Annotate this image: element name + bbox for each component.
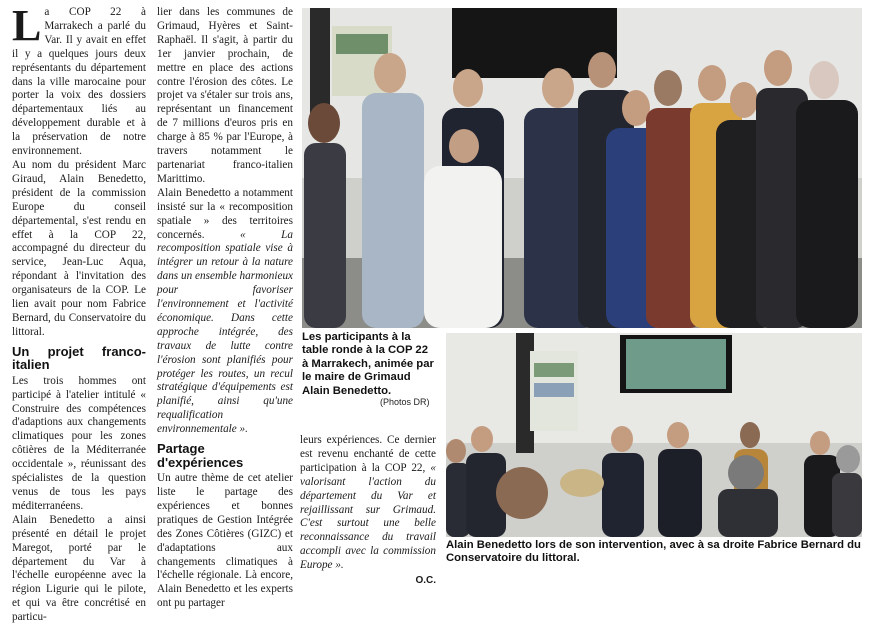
section-heading: Partage d'expériences [157, 441, 244, 470]
group-photo-image [302, 8, 862, 328]
quote-paragraph: leurs expériences. Ce dernier est revenu enchanté de cette participation à la COP 22, « valorisant l'action du département du Var et rejaillissant sur Grimaud. C'est surtout une belle reconnaissance du travail accompli avec la commission Europe ». [300, 434, 436, 572]
quote: « La recomposition spatiale vise à intégrer un retour à la nature dans un ensemble harmonieux pour favoriser l'environnement et l'activité économique. Dans cette approche intégrée, des travaux de lutte contre l'érosion sont planifiés pour protéger les routes, un recul stratégique d'équipements est planifié, ainsi qu'une requalification environnementale ». [157, 228, 293, 436]
article-column-3 [300, 434, 436, 588]
paragraph: Un autre thème de cet atelier liste le partage des expériences et bonnes pratiques de Gestion Intégrée des Zones Côtières (GIZC) et d'adaptations aux changements climatiques à l'échelle régionale. Là encore, Alain Benedetto et les experts ont pu partager [157, 472, 293, 610]
intro-paragraph: La COP 22 à Marrakech a parlé du Var. Il y avait en effet il y a quelques jours deux représentants du département dans la ville marocaine pour porter la voix des dossiers départementaux liés au développement durable et à la préservation de notre environnement. [12, 1, 146, 158]
paragraph: Au nom du président Marc Giraud, Alain Benedetto, président de la commission Europe du conseil départemental, s'est rendu en effet à la COP 22, accompagné du directeur du service, Jean-Luc Aqua, répondant à l'invitation des organisateurs de la COP. Le lien avait pour nom Fabrice Bernard, du Conservatoire du littoral. [12, 158, 146, 338]
conference-photo-image [446, 333, 862, 537]
paragraph: lier dans les communes de Grimaud, Hyères et Saint-Raphaël. Il s'agit, à partir du 1er janvier prochain, de mettre en place des actions contre l'érosion des côtes. Le projet va s'étaler sur trois ans, représentant un financement de 7 millions d'euros pris en charge à 85 % par l'Europe, à travers notamment le partenariat franco-italien Marittimo. [157, 6, 293, 185]
conference-photo [446, 333, 862, 537]
paragraph: Les trois hommes ont participé à l'atelier intitulé « Construire des compétences d'adaptions aux changements climatiques pour les zones côtières de la Méditerranée occidentale », réunissant des spécialistes de la question venus de tous les pays méditerranéens. [12, 374, 146, 512]
quote: « valorisant l'action du département du Var et rejaillissant sur Grimaud. C'est surtout une belle reconnaissance du travail accompli avec la commission Europe ». [300, 461, 436, 572]
quote-paragraph: Alain Benedetto a notamment insisté sur la « recomposition spatiale » des territoires concernés. « La recomposition spatiale vise à intégrer un retour à la nature dans un ensemble harmonieux pour favoriser l'environnement et l'activité économique. Dans cette approche intégrée, des travaux de lutte contre l'érosion sont planifiés pour protéger les routes, un recul stratégique d'équipements est planifié, ainsi qu'une requalification environnementale ». [157, 186, 293, 436]
author-signature: O.C. [415, 575, 436, 587]
photo-caption-2: Alain Benedetto lors de son intervention, avec à sa droite Fabrice Bernard du Conservatoire du littoral. [446, 539, 861, 565]
group-photo [302, 8, 862, 328]
section-heading: Un projet franco-italien [12, 343, 146, 373]
drop-cap: L [12, 1, 42, 50]
paragraph: Alain Benedetto a ainsi présenté en détail le projet Maregot, porté par le département du Var à l'échelle européenne avec la région Ligurie qui le pilote, et qui va être concrétisé en particu- [12, 513, 146, 624]
photo-credit: (Photos DR) [380, 397, 430, 407]
photo-caption-1: Les participants à la table ronde à la COP 22 à Marrakech, animée par le maire de Grimaud Alain Benedetto. [302, 331, 434, 397]
article-column-1 [12, 1, 146, 625]
article-column-2 [157, 6, 293, 611]
